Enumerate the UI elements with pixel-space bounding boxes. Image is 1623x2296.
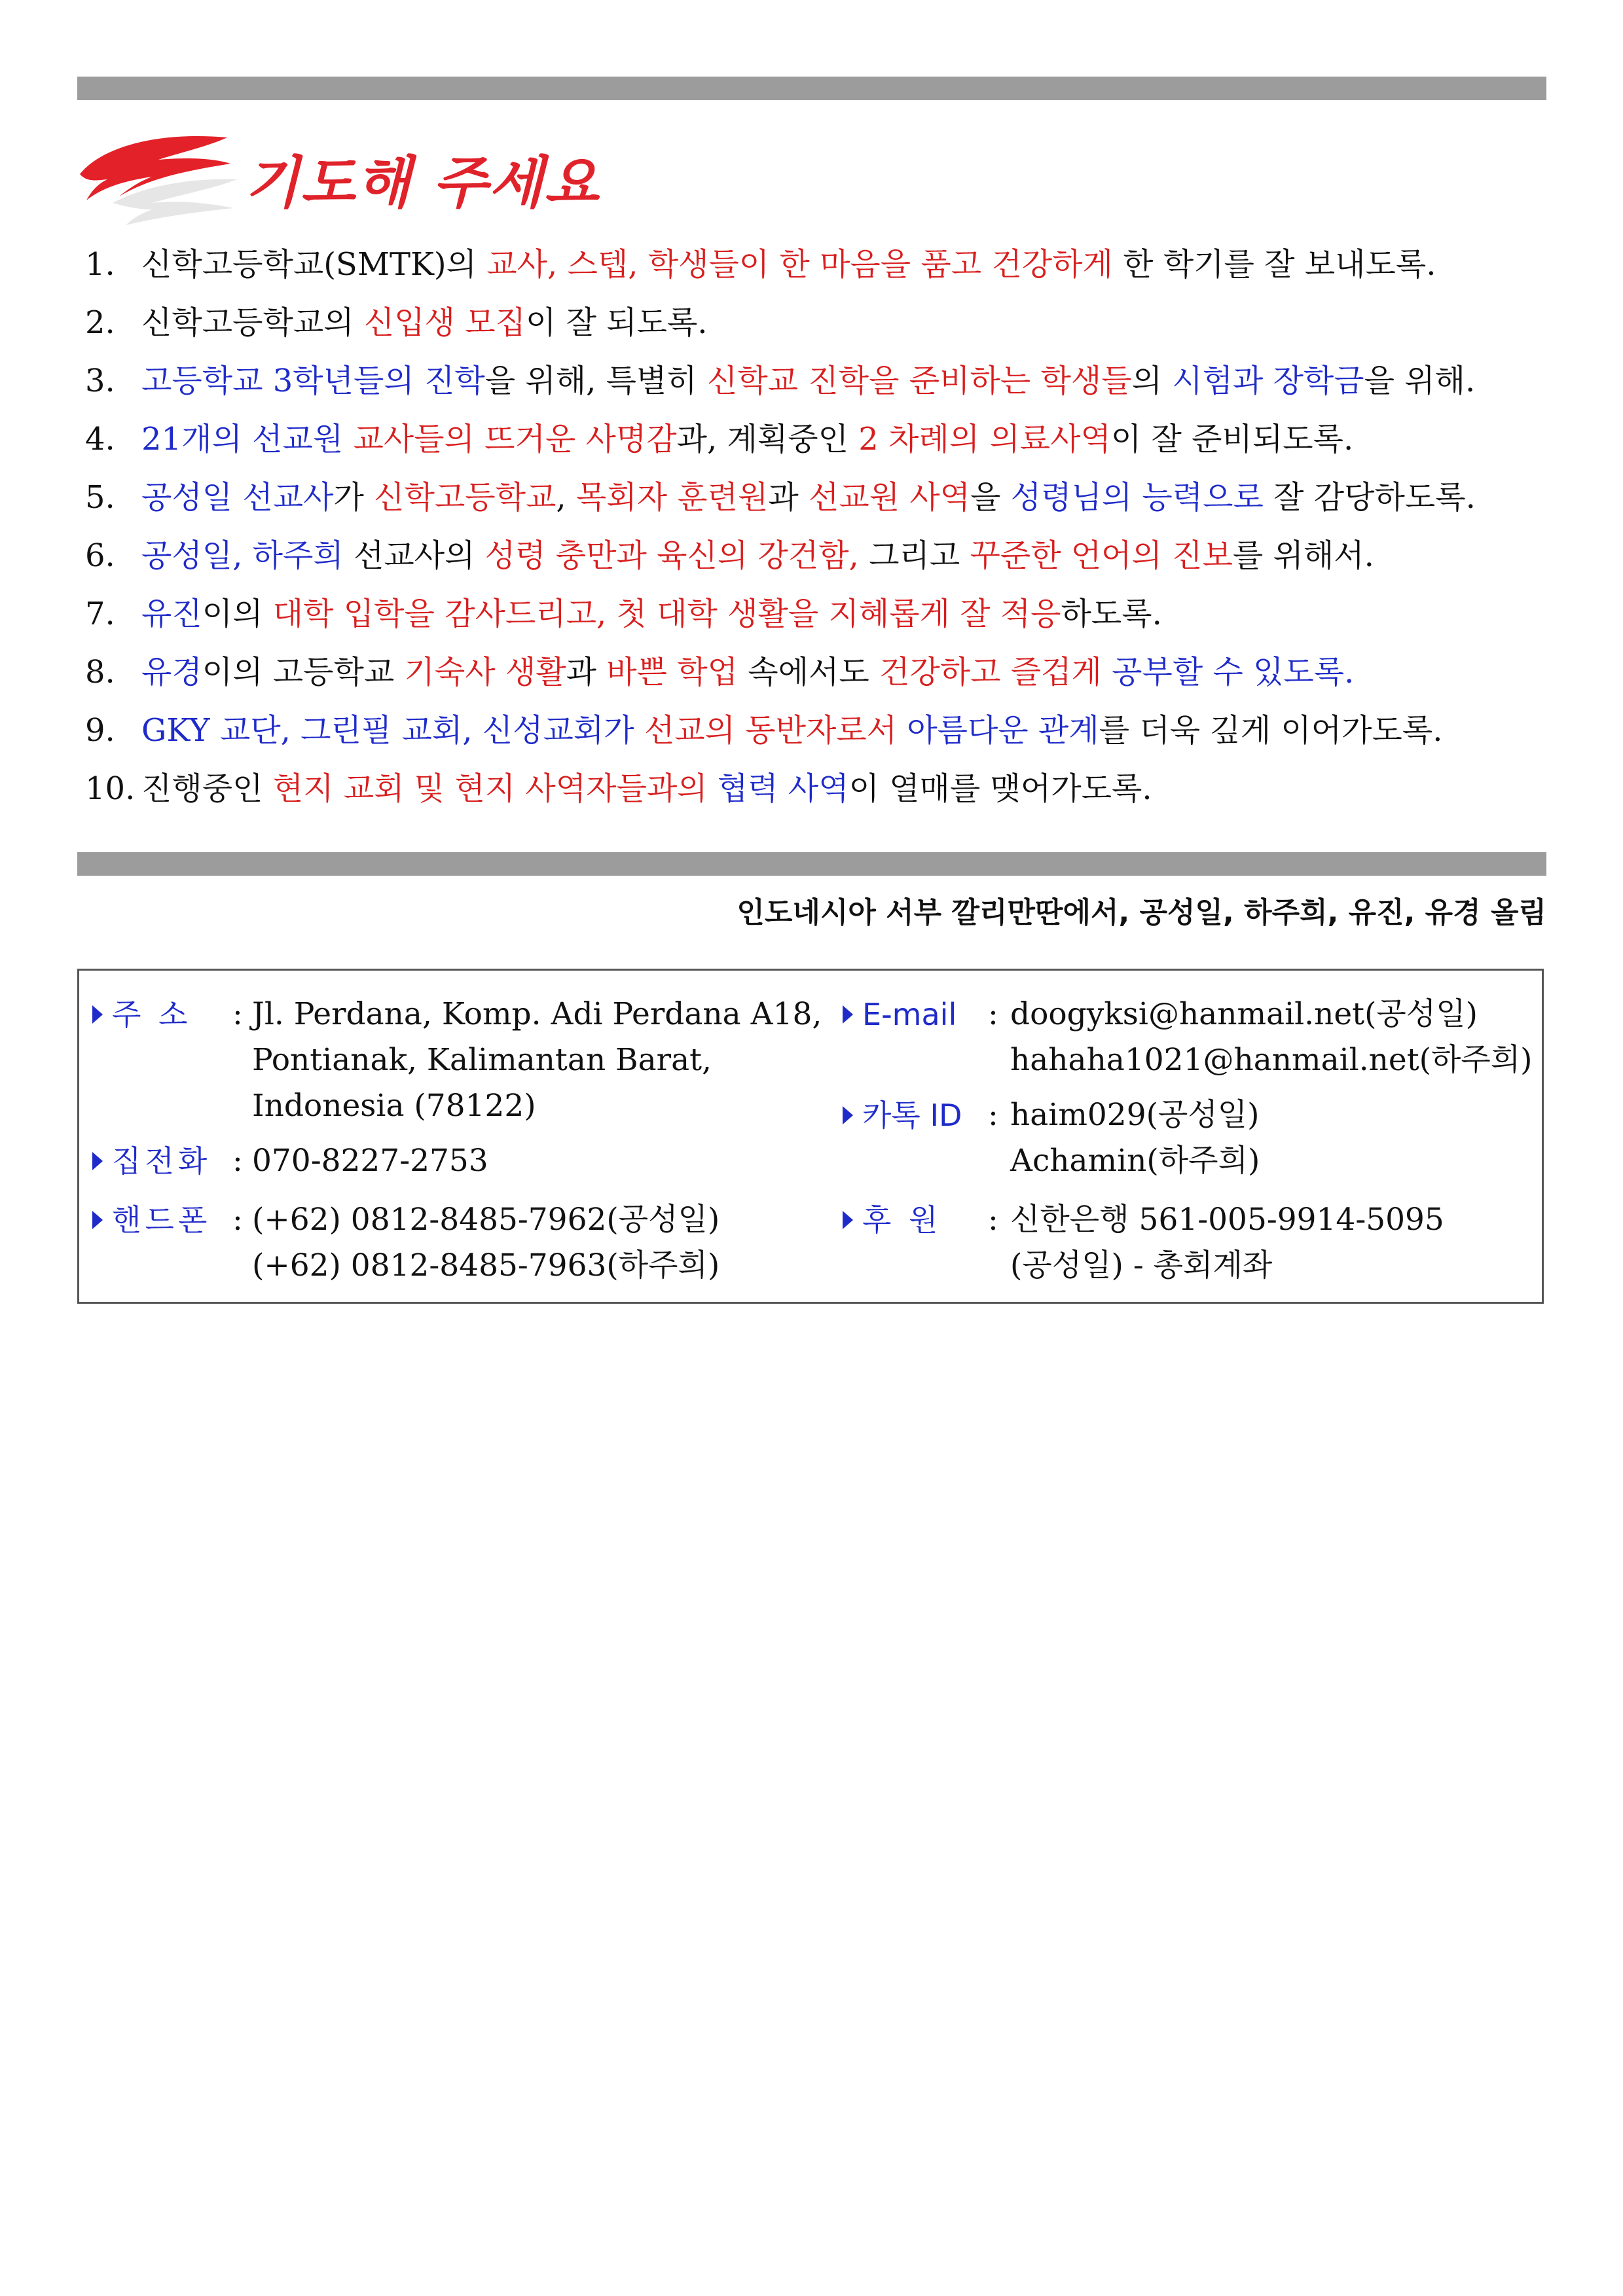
prayer-text-segment: 유경 xyxy=(141,654,202,691)
prayer-text-segment: 대학 입학을 감사드리고, 첫 대학 생활을 지혜롭게 잘 적응 xyxy=(272,596,1061,632)
contact-value-line: Jl. Perdana, Komp. Adi Perdana A18, xyxy=(252,996,822,1032)
prayer-text-segment: 신학고등학교의 xyxy=(141,304,364,341)
prayer-text-segment: 속에서도 xyxy=(737,654,879,691)
prayer-item xyxy=(85,707,1552,765)
colon: : xyxy=(988,1097,998,1133)
prayer-text-segment xyxy=(634,712,644,749)
prayer-number: 8. xyxy=(85,654,115,691)
prayer-item xyxy=(85,765,1552,823)
prayer-text-segment: 공성일 선교사 xyxy=(141,479,334,516)
prayer-text-segment: 목회자 훈련원 xyxy=(575,479,769,516)
mobile-label: 핸드폰 xyxy=(92,1197,211,1243)
contact-value-line: Pontianak, Kalimantan Barat, xyxy=(252,1042,712,1078)
prayer-text-segment: 성령님의 능력으로 xyxy=(1010,479,1264,516)
prayer-text xyxy=(141,590,1162,649)
middle-divider-bar xyxy=(77,852,1546,876)
prayer-text-segment: 성령 충만과 육신의 강건함, xyxy=(484,537,859,574)
prayer-text xyxy=(141,357,1475,416)
prayer-text-segment: 과 xyxy=(566,654,607,691)
prayer-text-segment: 선교사의 xyxy=(343,537,485,574)
prayer-text-segment: 2 차례의 의료사역 xyxy=(858,421,1111,457)
prayer-text-segment: , xyxy=(556,479,576,516)
prayer-text-segment: 가 xyxy=(333,479,374,516)
prayer-item xyxy=(85,590,1552,649)
prayer-list xyxy=(85,241,1552,823)
prayer-text xyxy=(141,241,1436,299)
prayer-number: 9. xyxy=(85,712,115,749)
prayer-text-segment xyxy=(1102,654,1112,691)
prayer-item xyxy=(85,416,1552,474)
contact-value-line: hahaha1021@hanmail.net(하주희) xyxy=(1010,1042,1533,1078)
prayer-text xyxy=(141,707,1443,765)
prayer-text-segment: 이 열매를 맺어가도록. xyxy=(848,770,1152,807)
prayer-text-segment: 바쁜 학업 xyxy=(606,654,738,691)
prayer-item xyxy=(85,299,1552,357)
prayer-number: 5. xyxy=(85,479,115,516)
email-label: E-mail xyxy=(843,992,957,1037)
prayer-text xyxy=(141,765,1152,823)
triangle-bullet-icon xyxy=(92,1211,103,1229)
prayer-text-segment: 유진 xyxy=(141,596,202,632)
prayer-text-segment: 한 학기를 잘 보내도록. xyxy=(1112,246,1436,283)
colon: : xyxy=(988,996,998,1032)
prayer-text-segment: 기숙사 생활 xyxy=(404,654,566,691)
prayer-text-segment: 이 잘 준비되도록. xyxy=(1110,421,1354,457)
prayer-text-segment: 진행중인 xyxy=(141,770,273,807)
prayer-text-segment: 21개의 선교원 xyxy=(141,421,354,457)
triangle-bullet-icon xyxy=(843,1106,853,1124)
contact-value-line: Achamin(하주희) xyxy=(1010,1143,1260,1179)
prayer-text-segment: 신학교 진학을 준비하는 학생들 xyxy=(707,363,1132,399)
triangle-bullet-icon xyxy=(92,1152,103,1170)
prayer-text-segment xyxy=(897,712,907,749)
prayer-number: 4. xyxy=(85,421,115,457)
prayer-text xyxy=(141,532,1374,590)
top-divider-bar xyxy=(77,77,1546,100)
support-values xyxy=(1010,1197,1444,1289)
prayer-text-segment: 과, 계획중인 xyxy=(676,421,859,457)
prayer-text-segment: 하도록. xyxy=(1061,596,1162,632)
contact-value-line: (공성일) - 총회계좌 xyxy=(1010,1247,1273,1283)
prayer-text-segment: 을 xyxy=(970,479,1011,516)
prayer-text-segment xyxy=(708,770,718,807)
triangle-bullet-icon xyxy=(843,1211,853,1229)
colon: : xyxy=(232,1143,243,1179)
prayer-text xyxy=(141,649,1354,707)
prayer-number: 2. xyxy=(85,304,115,341)
email-values xyxy=(1010,992,1533,1083)
prayer-text-segment: 과 xyxy=(768,479,809,516)
heading-title: 기도해 주세요 xyxy=(245,151,600,216)
contact-value-line: doogyksi@hanmail.net(공성일) xyxy=(1010,996,1478,1032)
colon: : xyxy=(988,1202,998,1238)
kakao-id-values xyxy=(1010,1092,1260,1184)
prayer-item xyxy=(85,532,1552,590)
contact-value-line: Indonesia (78122) xyxy=(252,1088,536,1124)
prayer-item xyxy=(85,357,1552,416)
prayer-text xyxy=(141,474,1476,532)
prayer-text-segment: 이 잘 되도록. xyxy=(525,304,708,341)
prayer-item xyxy=(85,241,1552,299)
prayer-number: 10. xyxy=(85,770,136,807)
address-label: 주 소 xyxy=(92,992,192,1037)
prayer-text-segment: 교사, 스텝, 학생들이 한 마음을 품고 건강하게 xyxy=(486,246,1113,283)
prayer-text-segment: 꾸준한 언어의 진보 xyxy=(970,537,1233,574)
prayer-text-segment: 공부할 수 있도록. xyxy=(1112,654,1355,691)
prayer-number: 3. xyxy=(85,363,115,399)
prayer-text-segment: 를 위해서. xyxy=(1232,537,1374,574)
prayer-text-segment: 시험과 장학금 xyxy=(1172,363,1364,399)
prayer-item xyxy=(85,474,1552,532)
prayer-text xyxy=(141,299,708,357)
home-phone-label: 집전화 xyxy=(92,1138,211,1184)
prayer-text-segment: 을 위해. xyxy=(1364,363,1476,399)
prayer-text-segment: 신학고등학교 xyxy=(374,479,556,516)
prayer-text-segment: 이의 고등학교 xyxy=(202,654,405,691)
brush-stroke-icon xyxy=(73,123,244,228)
prayer-text-segment: 선교의 동반자로서 xyxy=(644,712,898,749)
prayer-number: 6. xyxy=(85,537,115,574)
prayer-text-segment: 선교원 사역 xyxy=(808,479,971,516)
prayer-number: 1. xyxy=(85,246,115,283)
kakao-id-label: 카톡 ID xyxy=(843,1092,962,1138)
prayer-text-segment: 그리고 xyxy=(858,537,970,574)
contact-value-line: haim029(공성일) xyxy=(1010,1097,1260,1133)
prayer-text-segment: 건강하고 즐겁게 xyxy=(879,654,1102,691)
contact-value-line: (+62) 0812-8485-7963(하주희) xyxy=(252,1247,720,1283)
support-label: 후 원 xyxy=(843,1197,942,1243)
mobile-values xyxy=(252,1197,720,1289)
home-phone-values xyxy=(252,1138,488,1184)
prayer-text-segment: 아름다운 관계 xyxy=(907,712,1099,749)
triangle-bullet-icon xyxy=(92,1005,103,1024)
contact-value-line: 070-8227-2753 xyxy=(252,1143,488,1179)
prayer-text-segment: 의 xyxy=(1131,363,1173,399)
prayer-heading xyxy=(73,123,663,234)
prayer-text-segment: 현지 교회 및 현지 사역자들과의 xyxy=(272,770,708,807)
prayer-text-segment: 협력 사역 xyxy=(717,770,849,807)
prayer-text-segment: 잘 감당하도록. xyxy=(1263,479,1476,516)
prayer-text-segment: 신학고등학교(SMTK)의 xyxy=(141,246,487,283)
prayer-text-segment: 공성일, 하주희 xyxy=(141,537,344,574)
prayer-text-segment: 교사들의 뜨거운 사명감 xyxy=(353,421,677,457)
signature-line: 인도네시아 서부 깔리만딴에서, 공성일, 하주희, 유진, 유경 올림 xyxy=(737,896,1546,929)
prayer-text-segment: 을 위해, 특별히 xyxy=(484,363,707,399)
prayer-text xyxy=(141,416,1353,474)
contact-value-line: 신한은행 561-005-9914-5095 xyxy=(1010,1202,1444,1238)
triangle-bullet-icon xyxy=(843,1005,853,1024)
colon: : xyxy=(232,1202,243,1238)
prayer-item xyxy=(85,649,1552,707)
prayer-text-segment: GKY 교단, 그린필 교회, 신성교회가 xyxy=(141,712,634,749)
colon: : xyxy=(232,996,243,1032)
address-values xyxy=(252,992,822,1129)
prayer-number: 7. xyxy=(85,596,115,632)
prayer-text-segment: 고등학교 3학년들의 진학 xyxy=(141,363,485,399)
contact-box xyxy=(77,969,1544,1304)
contact-value-line: (+62) 0812-8485-7962(공성일) xyxy=(252,1202,720,1238)
prayer-text-segment: 이의 xyxy=(202,596,273,632)
prayer-text-segment: 신입생 모집 xyxy=(363,304,526,341)
prayer-text-segment: 를 더욱 깊게 이어가도록. xyxy=(1099,712,1443,749)
